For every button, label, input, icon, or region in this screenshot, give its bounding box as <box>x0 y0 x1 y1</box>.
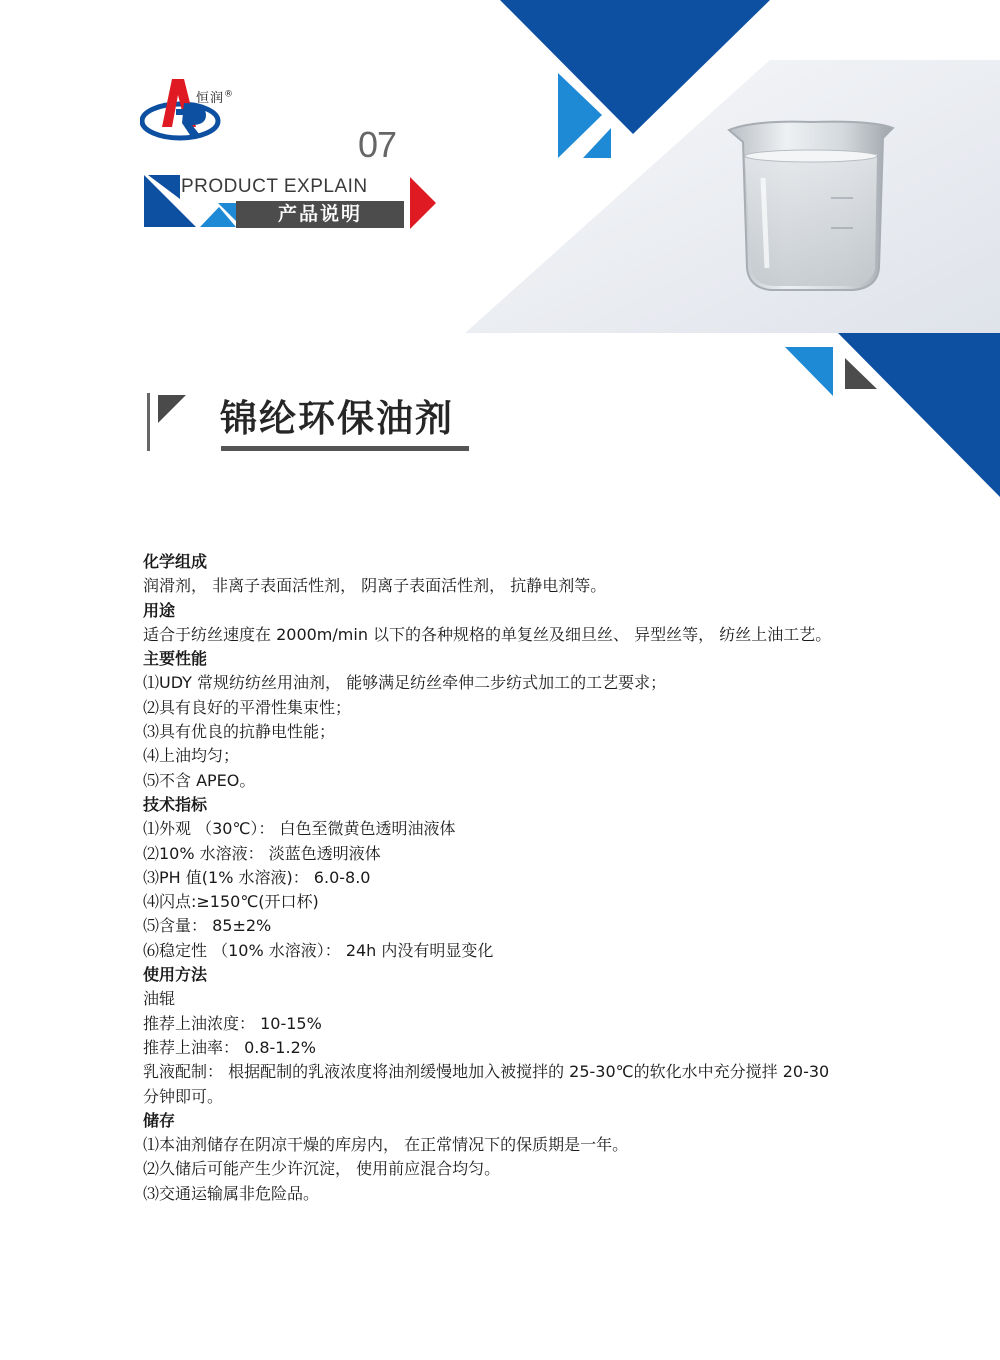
method-line: 乳液配制： 根据配制的乳液浓度将油剂缓慢地加入被搅拌的 25-30℃的软化水中充分搅拌 20-30 分钟即可。 <box>143 1062 830 1106</box>
banner-english-text: PRODUCT EXPLAIN <box>181 176 368 197</box>
spec-line: ⑴外观 （30℃）： 白色至微黄色透明油液体 <box>143 819 456 839</box>
section-heading-usage: 用途 <box>143 600 176 620</box>
method-line: 推荐上油率： 0.8-1.2% <box>143 1037 316 1057</box>
composition-line: 润滑剂， 非离子表面活性剂， 阴离子表面活性剂， 抗静电剂等。 <box>143 576 607 596</box>
right-light-blue-triangle <box>785 347 833 396</box>
performance-line: ⑵具有良好的平滑性集束性； <box>143 697 352 717</box>
storage-line: ⑴本油剂储存在阴凉干燥的库房内， 在正常情况下的保质期是一年。 <box>143 1135 629 1155</box>
banner-chinese-text: 产品说明 <box>277 203 362 225</box>
method-line: 油辊 <box>143 989 176 1009</box>
page-number: 07 <box>358 124 397 165</box>
performance-line: ⑶具有优良的抗静电性能； <box>143 722 336 742</box>
title-triangle-icon <box>158 395 188 425</box>
title-underline <box>221 446 469 451</box>
brand-name: 恒润® <box>196 89 235 106</box>
usage-line: 适合于纺丝速度在 2000m/min 以下的各种规格的单复丝及细旦丝、 异型丝等， 纺丝上油工艺。 <box>143 624 832 644</box>
product-description <box>143 550 833 1206</box>
performance-line: ⑷上油均匀； <box>143 746 240 766</box>
light-blue-triangle-small <box>583 128 611 158</box>
section-heading-composition: 化学组成 <box>143 552 208 571</box>
section-heading-performance: 主要性能 <box>143 649 208 669</box>
storage-line: ⑶交通运输属非危险品。 <box>143 1183 320 1203</box>
spec-line: ⑸含量： 85±2% <box>143 916 272 936</box>
section-heading-specs: 技术指标 <box>143 794 208 814</box>
section-heading-method: 使用方法 <box>143 965 208 985</box>
title-left-bar <box>147 393 150 451</box>
page-title: 锦纶环保油剂 <box>220 397 454 440</box>
performance-line: ⑴UDY 常规纺纺丝用油剂， 能够满足纺丝牵伸二步纺式加工的工艺要求； <box>143 673 667 693</box>
method-line: 推荐上油浓度： 10-15% <box>143 1013 322 1033</box>
performance-line: ⑸不含 APEO。 <box>143 770 256 790</box>
right-blue-triangle <box>838 333 1000 497</box>
registered-mark: ® <box>224 89 235 100</box>
spec-line: ⑷闪点:≥150℃(开口杯) <box>143 892 319 912</box>
spec-line: ⑹稳定性 （10% 水溶液）： 24h 内没有明显变化 <box>143 940 494 960</box>
spec-line: ⑵10% 水溶液： 淡蓝色透明液体 <box>143 843 381 863</box>
beaker-image <box>723 118 898 293</box>
brand-logo-icon <box>140 75 240 145</box>
spec-line: ⑶PH 值(1% 水溶液)： 6.0-8.0 <box>143 867 371 887</box>
section-heading-storage: 储存 <box>143 1110 176 1130</box>
storage-line: ⑵久储后可能产生少许沉淀， 使用前应混合均匀。 <box>143 1159 501 1179</box>
